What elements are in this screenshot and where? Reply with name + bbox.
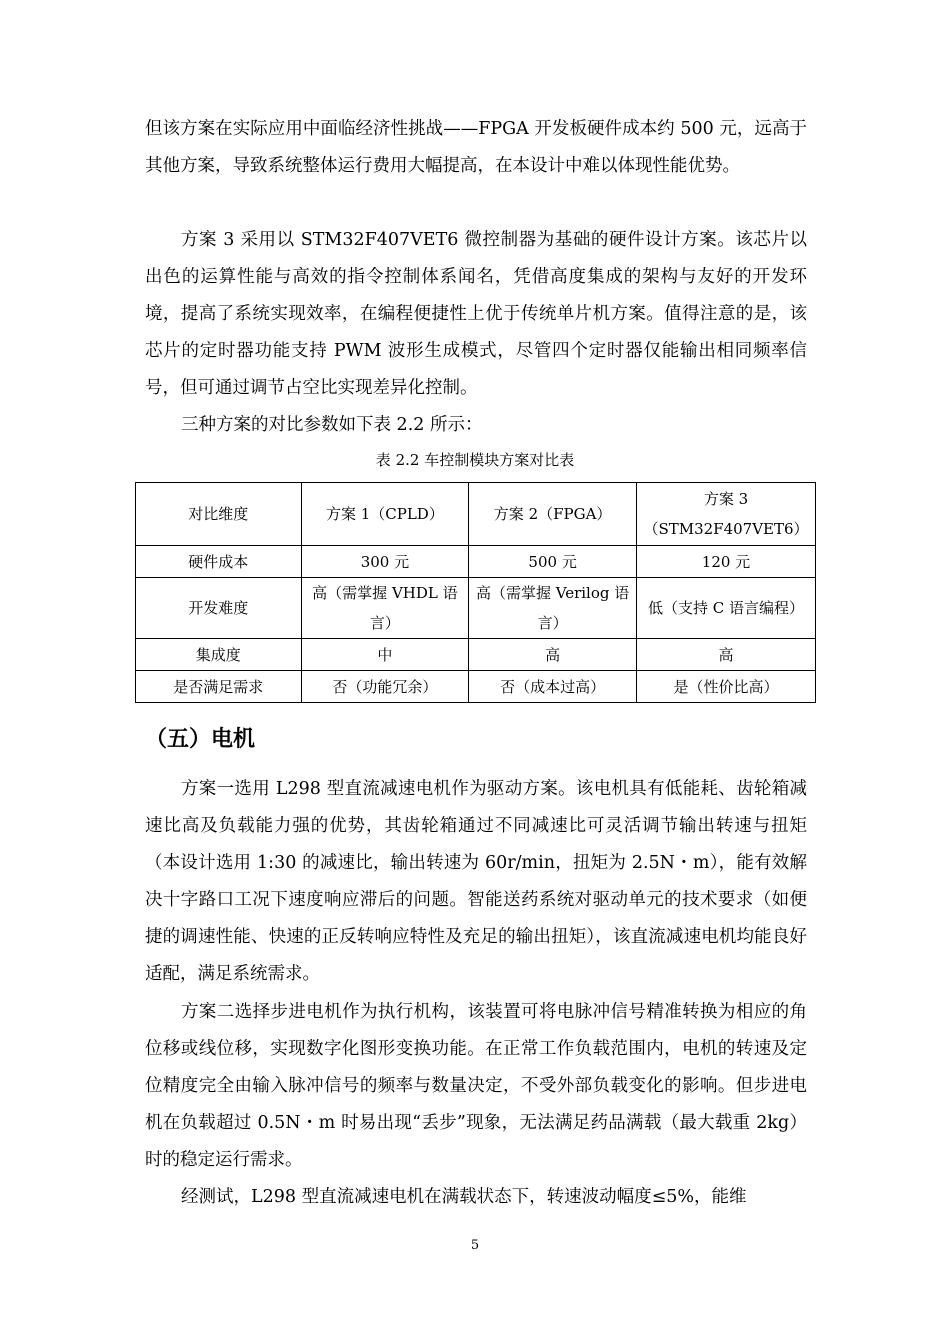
paragraph-fpga-cost: 但该方案在实际应用中面临经济性挑战——FPGA 开发板硬件成本约 500 元，远高于其他方案，导致系统整体运行费用大幅提高，在本设计中难以体现性能优势。 xyxy=(145,119,807,176)
table-cell: 否（成本过高） xyxy=(469,671,637,703)
paragraph-motor-option-2: 方案二选择步进电机作为执行机构，该装置可将电脉冲信号精准转换为相应的角位移或线位移，实现数字化图形变换功能。在正常工作负载范围内，电机的转速及定位精度完全由输入脉冲信号的频率与数量决定，不受外部负载变化的影响。但步进电机在负载超过 0.5N・m 时易出现“丢步”现象，无法满足药品满载（最大载重 2kg）时的稳定运行需求。 xyxy=(145,1002,807,1170)
table-header-cell: 方案 2（FPGA） xyxy=(469,483,637,546)
page-number: 5 xyxy=(470,1238,480,1253)
table-cell: 高（需掌握 VHDL 语言） xyxy=(301,578,469,639)
table-cell: 高 xyxy=(469,639,637,671)
paragraph-motor-option-1: 方案一选用 L298 型直流减速电机作为驱动方案。该电机具有低能耗、齿轮箱减速比高及负载能力强的优势，其齿轮箱通过不同减速比可灵活调节输出转速与扭矩（本设计选用 1:30 的减速比，输出转速为 60r/min，扭矩为 2.5N・m），能有效解决十字路口工况下速度响应滞后的问题。智能送药系统对驱动单元的技术要求（如便捷的调速性能、快速的正反转响应特性及充足的输出扭矩），该直流减速电机均能良好适配，满足系统需求。 xyxy=(145,779,807,984)
paragraph-table-intro: 三种方案的对比参数如下表 2.2 所示： xyxy=(181,415,483,435)
table-cell: 集成度 xyxy=(136,639,302,671)
table-cell: 300 元 xyxy=(301,546,469,578)
table-cell: 开发难度 xyxy=(136,578,302,639)
table-header-row xyxy=(136,483,816,546)
table-cell: 高（需掌握 Verilog 语言） xyxy=(469,578,637,639)
paragraph-scheme-3: 方案 3 采用以 STM32F407VET6 微控制器为基础的硬件设计方案。该芯片以出色的运算性能与高效的指令控制体系闻名，凭借高度集成的架构与友好的开发环境，提高了系统实现效率，在编程便捷性上优于传统单片机方案。值得注意的是，该芯片的定时器功能支持 PWM 波形生成模式，尽管四个定时器仅能输出相同频率信号，但可通过调节占空比实现差异化控制。 xyxy=(145,230,807,398)
table-row xyxy=(136,671,816,703)
comparison-table xyxy=(135,482,816,703)
table-row xyxy=(136,546,816,578)
table-cell: 低（支持 C 语言编程） xyxy=(636,578,815,639)
table-cell: 高 xyxy=(636,639,815,671)
table-row xyxy=(136,639,816,671)
paragraph-motor-test: 经测试，L298 型直流减速电机在满载状态下，转速波动幅度≤5%，能维 xyxy=(181,1187,747,1207)
table-cell: 硬件成本 xyxy=(136,546,302,578)
table-row xyxy=(136,578,816,639)
table-cell: 是否满足需求 xyxy=(136,671,302,703)
table-header-cell: 方案 3（STM32F407VET6） xyxy=(636,483,815,546)
table-caption: 表 2.2 车控制模块方案对比表 xyxy=(375,451,575,469)
table-cell: 是（性价比高） xyxy=(636,671,815,703)
table-cell: 500 元 xyxy=(469,546,637,578)
table-header-cell: 对比维度 xyxy=(136,483,302,546)
table-header-cell: 方案 1（CPLD） xyxy=(301,483,469,546)
table-cell: 120 元 xyxy=(636,546,815,578)
table-cell: 中 xyxy=(301,639,469,671)
section-heading-motor: （五）电机 xyxy=(145,727,256,752)
table-cell: 否（功能冗余） xyxy=(301,671,469,703)
